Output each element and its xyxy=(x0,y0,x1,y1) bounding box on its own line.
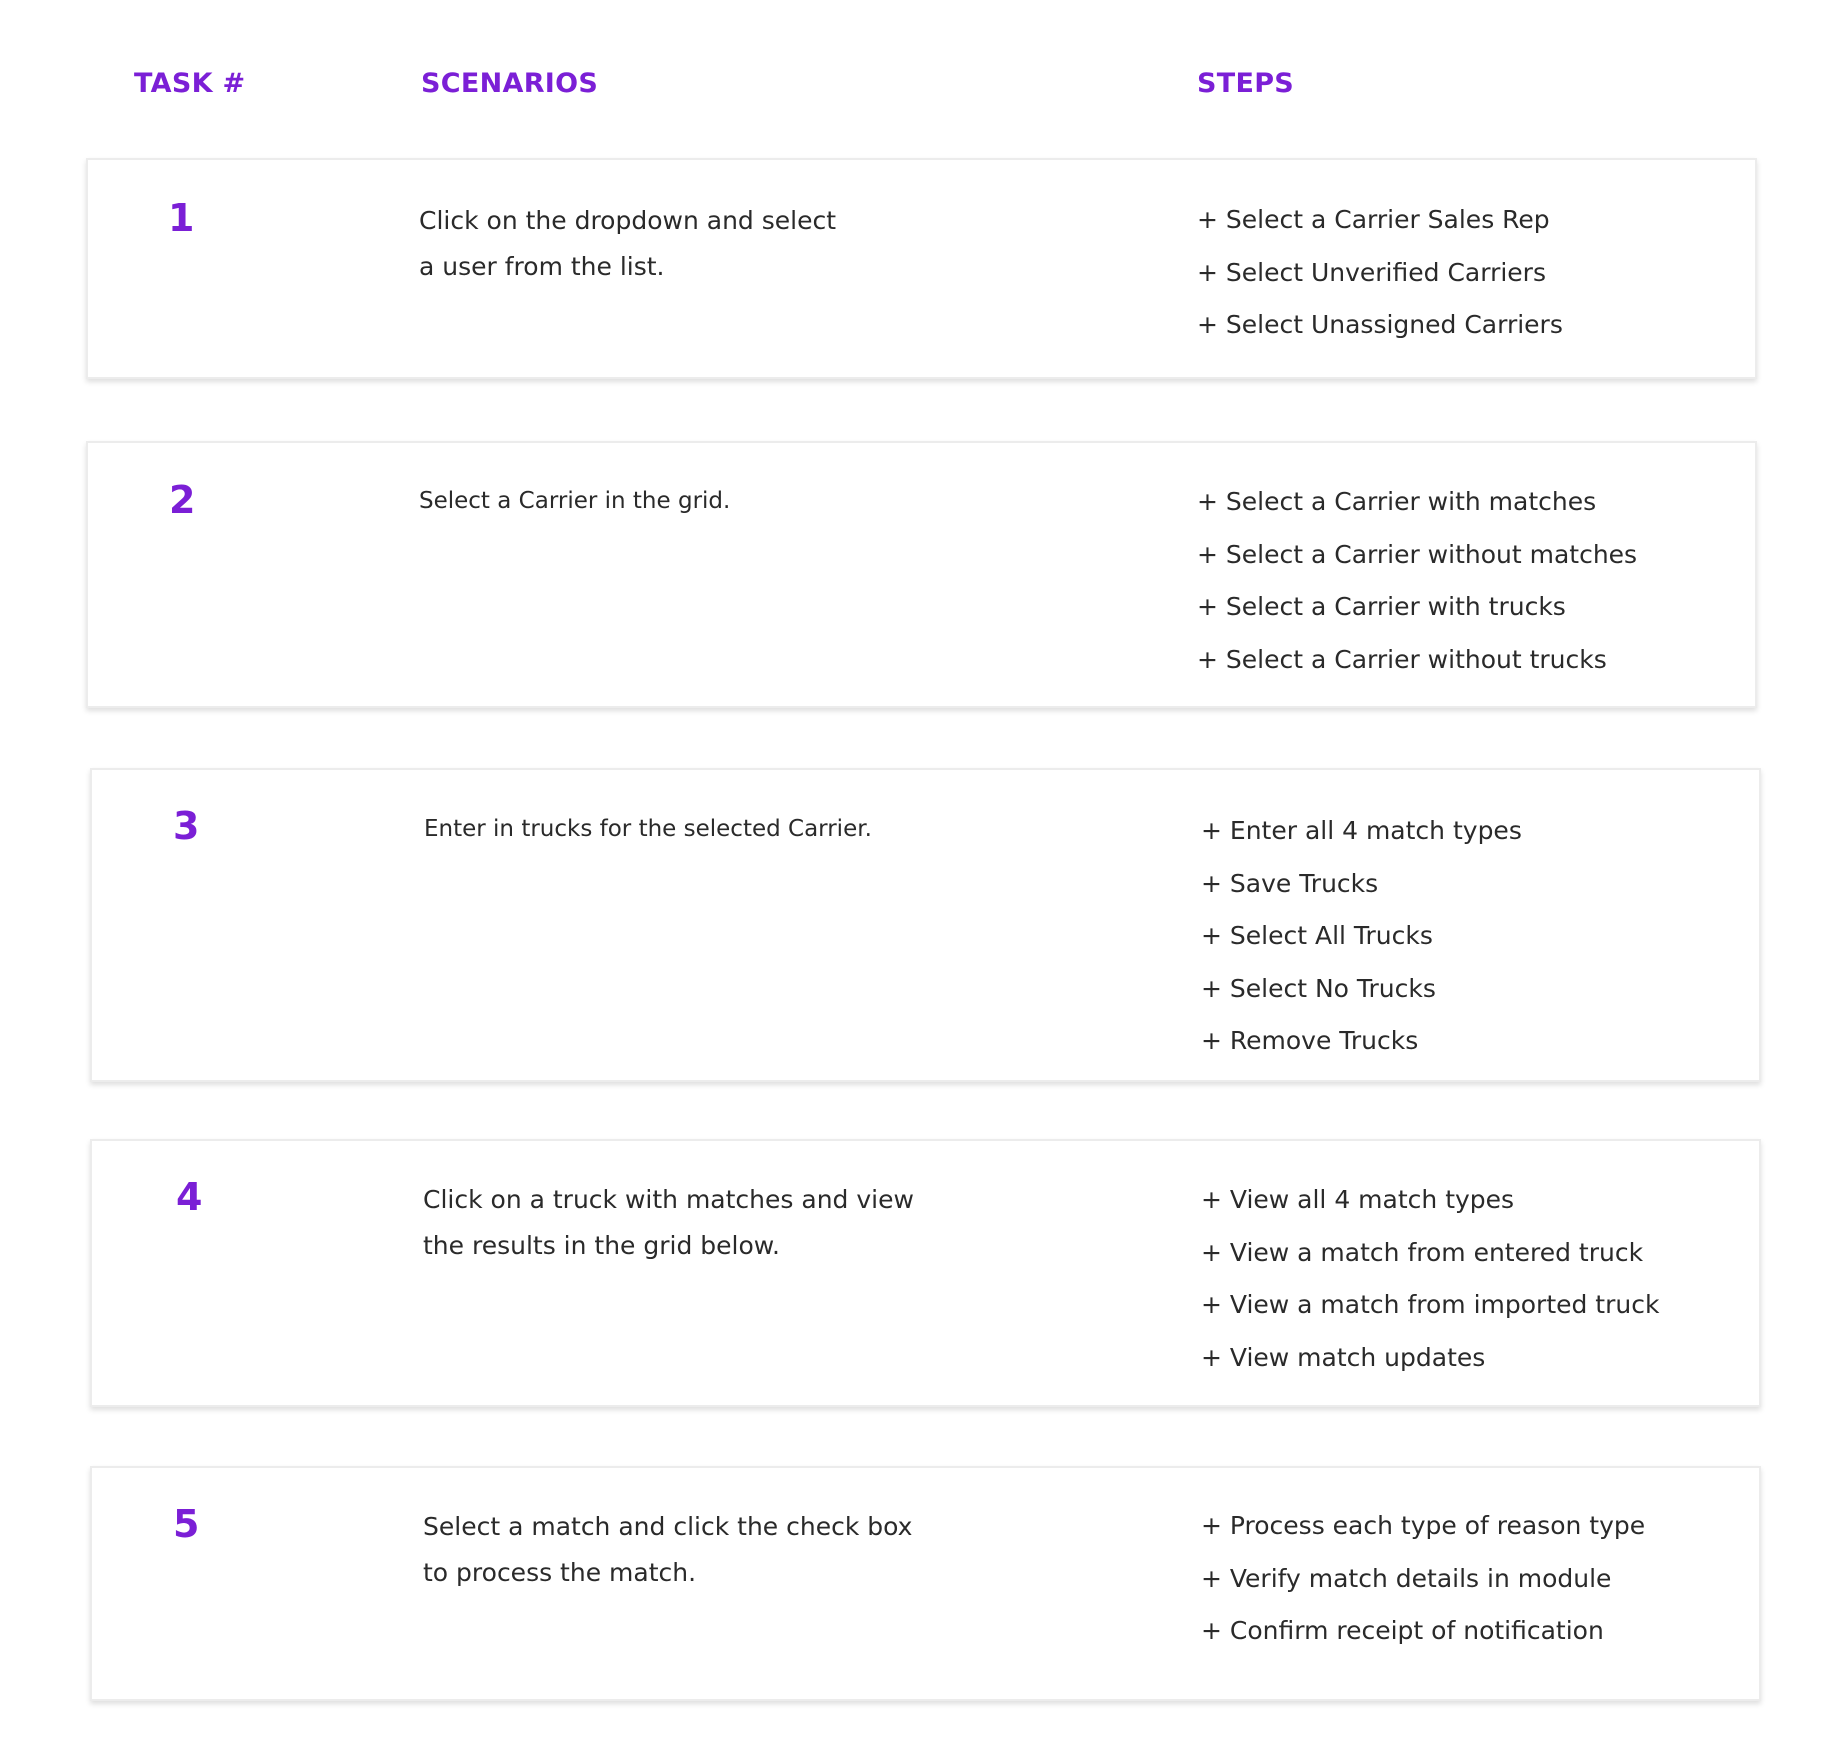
task-steps-list xyxy=(1201,1500,1645,1658)
step-item: + Select Unassigned Carriers xyxy=(1197,310,1563,339)
step-item: + Select a Carrier without trucks xyxy=(1197,644,1607,674)
scenario-line: to process the match. xyxy=(423,1558,697,1587)
task-scenario xyxy=(423,1504,912,1596)
scenario-line: Click on a truck with matches and view xyxy=(423,1185,914,1214)
scenarios-header: SCENARIOS xyxy=(421,68,599,99)
step-item: + Confirm receipt of notification xyxy=(1201,1616,1604,1645)
task-number: 3 xyxy=(173,804,200,848)
step-item: + View a match from entered truck xyxy=(1201,1237,1644,1267)
task-scenario xyxy=(419,198,836,290)
step-item: + Process each type of reason type xyxy=(1201,1511,1646,1540)
step-item: + Verify match details in module xyxy=(1201,1563,1612,1593)
step-item: + Select a Carrier Sales Rep xyxy=(1197,205,1550,234)
task-scenario xyxy=(424,806,872,852)
step-item: + View a match from imported truck xyxy=(1201,1290,1660,1319)
step-item: + Select a Carrier with trucks xyxy=(1197,592,1566,621)
task-steps-list xyxy=(1197,476,1637,686)
task-steps-list xyxy=(1197,194,1563,352)
task-steps-list xyxy=(1201,1174,1659,1384)
scenario-line: the results in the grid below. xyxy=(423,1231,780,1260)
task-number-header: TASK # xyxy=(134,68,246,99)
task-steps-list xyxy=(1201,805,1522,1068)
task-number: 2 xyxy=(169,478,196,522)
task-number: 4 xyxy=(176,1175,203,1219)
task-number: 1 xyxy=(168,196,195,240)
step-item: + View all 4 match types xyxy=(1201,1185,1515,1214)
step-item: + View match updates xyxy=(1201,1342,1486,1372)
scenario-line: a user from the list. xyxy=(419,252,665,281)
task-scenario xyxy=(423,1177,914,1269)
task-number: 5 xyxy=(173,1502,200,1546)
step-item: + Select Unverified Carriers xyxy=(1197,257,1546,287)
task-scenario xyxy=(419,478,730,524)
step-item: + Select No Trucks xyxy=(1201,973,1436,1003)
step-item: + Enter all 4 match types xyxy=(1201,816,1522,845)
steps-header: STEPS xyxy=(1197,68,1295,99)
scenario-line: Enter in trucks for the selected Carrier. xyxy=(424,816,872,842)
step-item: + Select a Carrier with matches xyxy=(1197,487,1597,516)
step-item: + Select a Carrier without matches xyxy=(1197,539,1638,569)
scenario-line: Select a Carrier in the grid. xyxy=(419,488,731,514)
scenario-line: Click on the dropdown and select xyxy=(419,206,837,235)
step-item: + Select All Trucks xyxy=(1201,921,1433,950)
step-item: + Remove Trucks xyxy=(1201,1026,1419,1055)
scenario-line: Select a match and click the check box xyxy=(423,1512,913,1541)
step-item: + Save Trucks xyxy=(1201,868,1379,898)
